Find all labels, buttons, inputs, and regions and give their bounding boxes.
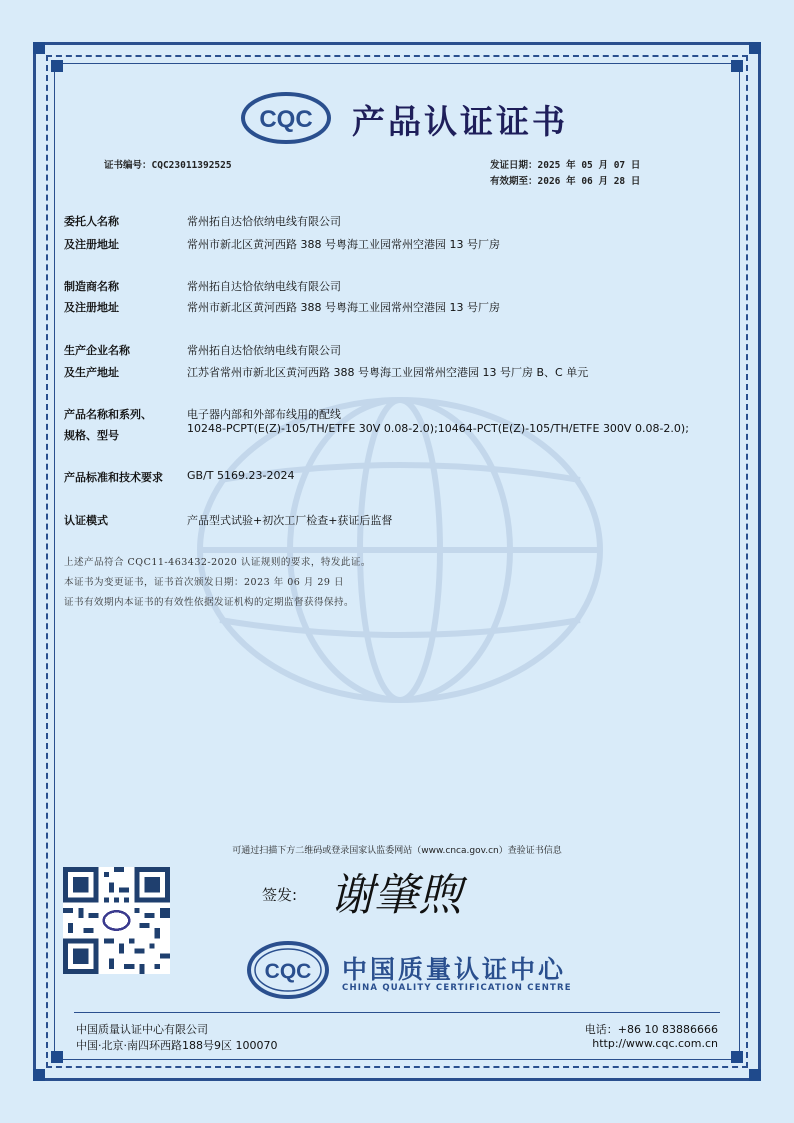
field-label: 产品标准和技术要求 [64,471,163,484]
issue-date: 发证日期：2025 年 05 月 07 日 [490,160,641,171]
field-value: 常州市新北区黄河西路 388 号粤海工业园常州空港园 13 号厂房 [187,238,500,251]
qr-code-icon[interactable] [63,867,170,974]
footer-address: 中国·北京·南四环西路188号9区 100070 [76,1039,278,1052]
field-value: 产品型式试验+初次工厂检查+获证后监督 [187,514,393,527]
field-value: 常州市新北区黄河西路 388 号粤海工业园常州空港园 13 号厂房 [187,301,500,314]
corner-decoration [749,42,761,54]
globe-watermark [150,390,650,710]
footer-divider [74,1012,720,1013]
org-name-en: CHINA QUALITY CERTIFICATION CENTRE [342,983,572,993]
field-label: 及注册地址 [64,238,119,251]
corner-decoration [749,1069,761,1081]
note-line: 证书有效期内本证书的有效性依据发证机构的定期监督获得保持。 [64,597,355,608]
corner-decoration [731,1051,743,1063]
field-value: 常州拓自达恰依纳电线有限公司 [187,280,341,293]
field-value: GB/T 5169.23-2024 [187,469,295,482]
corner-decoration [51,1051,63,1063]
cqc-logo-icon [240,92,332,144]
corner-decoration [33,1069,45,1081]
footer-website-link[interactable]: http://www.cqc.com.cn [592,1037,718,1050]
footer-phone: 电话：+86 10 83886666 [584,1023,718,1036]
signature-icon [325,865,485,925]
field-label: 及注册地址 [64,301,119,314]
field-value: 电子器内部和外部布线用的配线 [187,408,341,421]
sign-label: 签发: [262,886,298,904]
field-value: 常州拓自达恰依纳电线有限公司 [187,344,341,357]
expiry-date: 有效期至：2026 年 06 月 28 日 [490,176,641,187]
cert-number: 证书编号：CQC23011392525 [104,160,232,171]
field-label: 制造商名称 [64,280,119,293]
field-value: 江苏省常州市新北区黄河西路 388 号粤海工业园常州空港园 13 号厂房 B、C 单元 [187,366,589,379]
field-value: 10248-PCPT(E(Z)-105/TH/ETFE 30V 0.08-2.0);10464-PCT(E(Z)-105/TH/ETFE 300V 0.08-2.0); [187,422,689,435]
corner-decoration [33,42,45,54]
field-label: 规格、型号 [64,429,119,442]
verify-text: 可通过扫描下方二维码或登录国家认监委网站（www.cnca.gov.cn）查验证书信息 [232,846,562,856]
page-title: 产品认证证书 [352,102,568,141]
field-label: 生产企业名称 [64,344,130,357]
field-label: 委托人名称 [64,215,119,228]
cqc-org-logo-icon [246,940,330,1000]
corner-decoration [731,60,743,72]
field-value: 常州拓自达恰依纳电线有限公司 [187,215,341,228]
footer-company: 中国质量认证中心有限公司 [76,1023,208,1036]
svg-text:谢肇煦: 谢肇煦 [330,870,462,921]
svg-text:CQC: CQC [259,106,313,133]
svg-text:CQC: CQC [264,960,312,983]
field-label: 及生产地址 [64,366,119,379]
note-line: 本证书为变更证书，证书首次颁发日期：2023 年 06 月 29 日 [64,577,344,588]
field-label: 产品名称和系列、 [64,408,152,421]
corner-decoration [51,60,63,72]
org-name-cn: 中国质量认证中心 [342,955,567,984]
note-line: 上述产品符合 CQC11-463432-2020 认证规则的要求，特发此证。 [64,557,371,568]
field-label: 认证模式 [64,514,108,527]
